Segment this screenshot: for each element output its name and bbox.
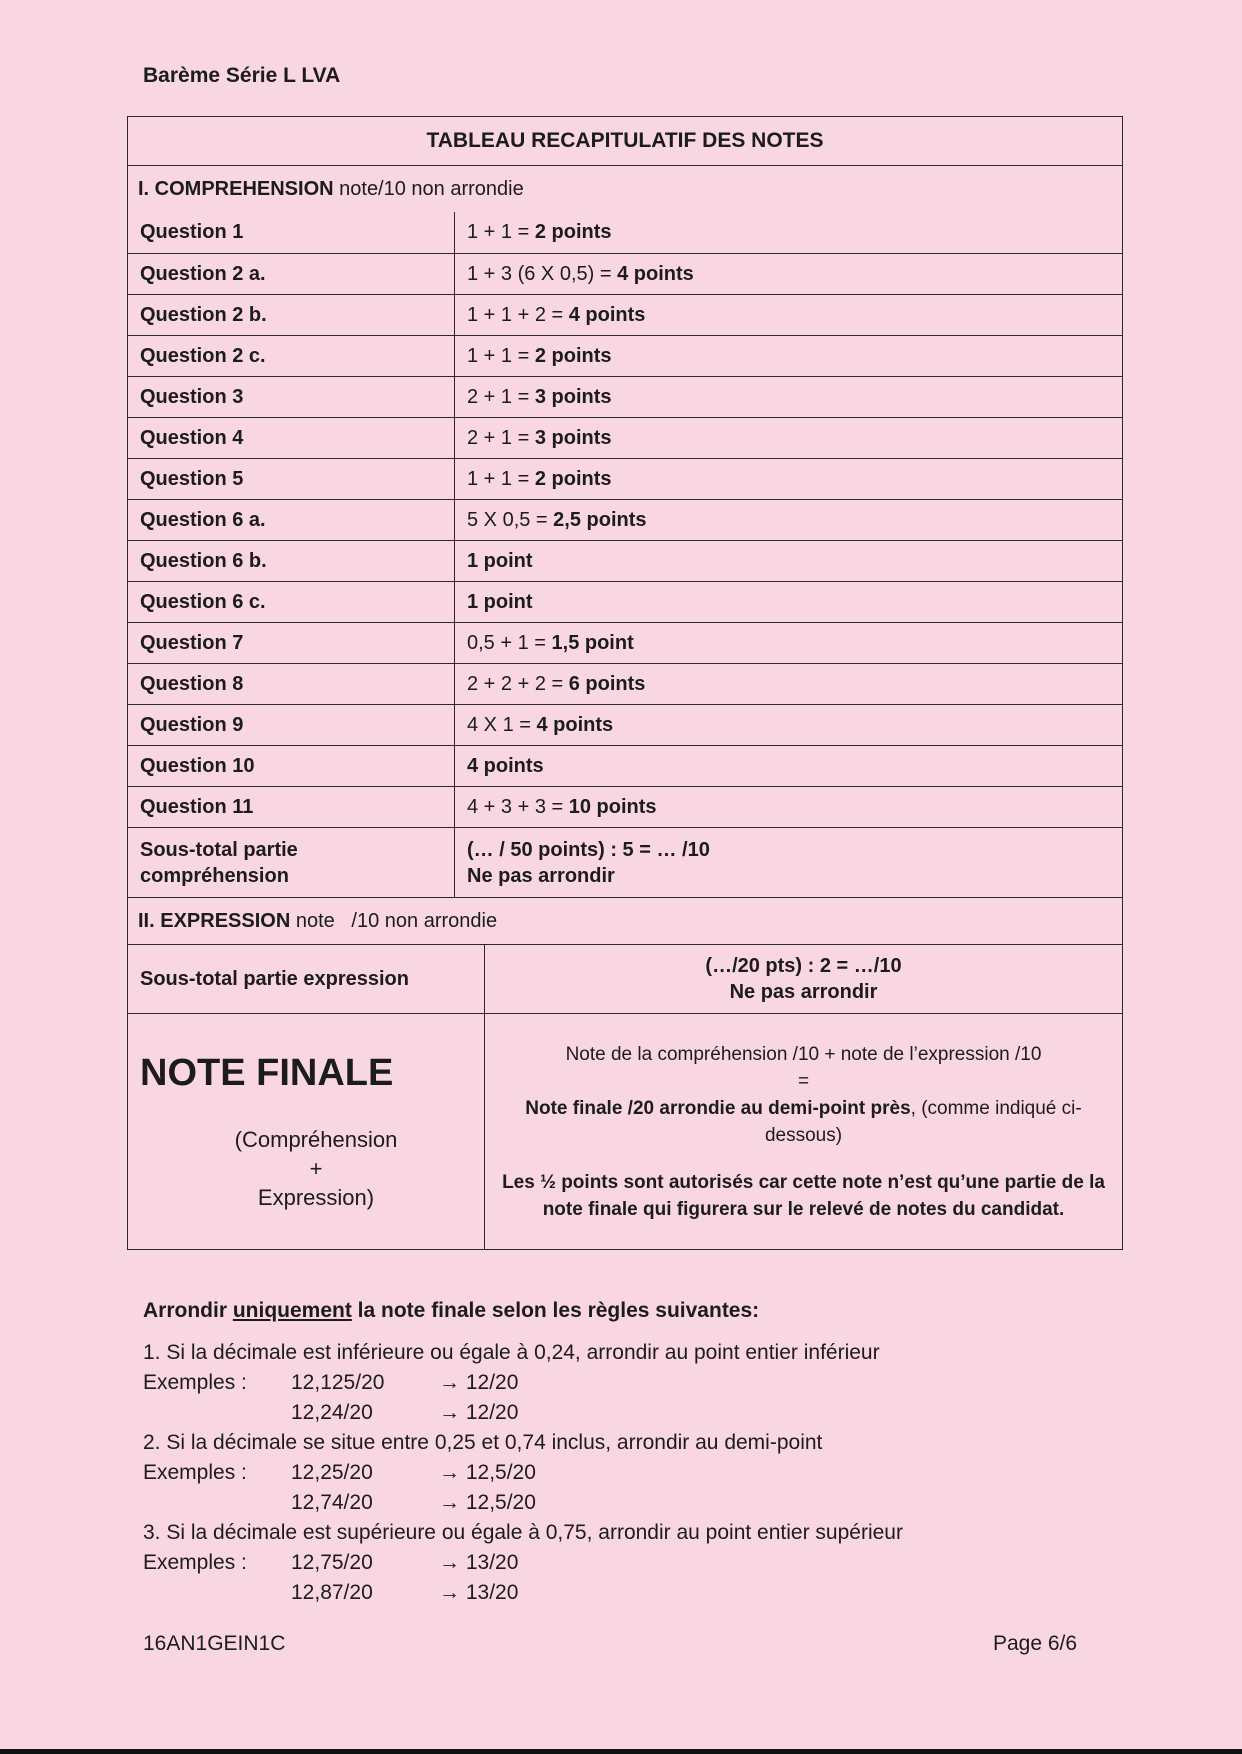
question-row bbox=[128, 253, 1122, 294]
section-expression-header bbox=[128, 897, 1122, 944]
rounding-example bbox=[143, 1458, 1123, 1488]
subtotal-expression-label: Sous-total partie expression bbox=[128, 945, 485, 1013]
rounding-rule-text: 2. Si la décimale se situe entre 0,25 et 0,74 inclus, arrondir au demi-point bbox=[143, 1431, 823, 1454]
rounding-example-label: Exemples : bbox=[143, 1371, 247, 1394]
rounding-example bbox=[143, 1578, 1123, 1608]
rounding-example-to: → 12,5/20 bbox=[439, 1491, 536, 1514]
question-calculation: 1 + 1 = bbox=[467, 344, 535, 367]
subtotal-comprehension-value bbox=[455, 828, 1122, 897]
question-row bbox=[128, 335, 1122, 376]
question-label: Question 2 c. bbox=[128, 336, 455, 376]
question-label: Question 6 a. bbox=[128, 500, 455, 540]
question-row bbox=[128, 663, 1122, 704]
question-points-total: 3 points bbox=[534, 385, 612, 408]
question-points bbox=[455, 705, 1122, 745]
question-row bbox=[128, 622, 1122, 663]
rounding-example-from: 12,87/20 bbox=[291, 1581, 373, 1604]
question-points-total: 6 points bbox=[568, 672, 646, 695]
question-calculation: 2 + 1 = bbox=[467, 385, 535, 408]
question-points bbox=[455, 500, 1122, 540]
question-calculation: 1 + 1 = bbox=[467, 467, 535, 490]
rounding-example-label: Exemples : bbox=[143, 1461, 247, 1484]
rounding-example-label bbox=[143, 1488, 291, 1518]
question-row bbox=[128, 417, 1122, 458]
question-row bbox=[128, 212, 1122, 253]
final-grade-label-cell bbox=[128, 1014, 485, 1249]
subtotal-comprehension-formula: (… / 50 points) : 5 = … /10 bbox=[467, 838, 710, 861]
table-title: TABLEAU RECAPITULATIF DES NOTES bbox=[426, 129, 824, 152]
question-points bbox=[455, 787, 1122, 827]
summary-table bbox=[127, 116, 1123, 1250]
rounding-rules-title-start: Arrondir bbox=[143, 1299, 233, 1322]
document-header-title: Barème Série L LVA bbox=[143, 64, 341, 87]
rounding-example-from: 12,25/20 bbox=[291, 1461, 373, 1484]
rounding-example-to: → 12/20 bbox=[439, 1401, 519, 1424]
question-row bbox=[128, 499, 1122, 540]
question-points bbox=[455, 254, 1122, 294]
question-points-total: 2 points bbox=[534, 221, 612, 243]
question-points bbox=[455, 582, 1122, 622]
rounding-rules bbox=[143, 1296, 1123, 1608]
question-label: Question 2 a. bbox=[128, 254, 455, 294]
rounding-rule-list bbox=[143, 1338, 1123, 1608]
final-grade-rounding-rest: , (comme indiqué ci-dessous) bbox=[764, 1097, 1082, 1146]
question-points bbox=[455, 623, 1122, 663]
question-points-total: 2 points bbox=[534, 344, 612, 367]
question-rows bbox=[128, 212, 1122, 827]
question-label: Question 6 b. bbox=[128, 541, 455, 581]
subtotal-expression-formula: (…/20 pts) : 2 = …/10 bbox=[705, 955, 902, 977]
question-row bbox=[128, 540, 1122, 581]
section-expression-label: II. EXPRESSION bbox=[138, 909, 291, 932]
rounding-example-to: → 12/20 bbox=[439, 1371, 519, 1394]
final-grade-row bbox=[128, 1013, 1122, 1249]
question-points bbox=[455, 746, 1122, 786]
question-label: Question 10 bbox=[128, 746, 455, 786]
subtotal-expression-value bbox=[485, 945, 1122, 1013]
question-points-total: 10 points bbox=[568, 795, 657, 818]
question-points bbox=[455, 212, 1122, 253]
section-comprehension-header bbox=[128, 165, 1122, 212]
rounding-example-to: → 12,5/20 bbox=[439, 1461, 536, 1484]
subtotal-comprehension-label-line2: compréhension bbox=[140, 864, 289, 887]
question-calculation: 1 + 3 (6 X 0,5) = bbox=[467, 262, 618, 285]
question-points-total: 4 points bbox=[467, 754, 544, 777]
question-calculation: 1 + 1 = bbox=[467, 221, 535, 243]
section-expression-note: note /10 non arrondie bbox=[290, 909, 498, 932]
question-points bbox=[455, 377, 1122, 417]
question-calculation: 4 X 1 = bbox=[467, 713, 537, 736]
question-label: Question 11 bbox=[128, 787, 455, 827]
question-points-total: 4 points bbox=[617, 262, 694, 285]
final-grade-paren-line1: (Compréhension bbox=[234, 1126, 398, 1152]
question-points-total: 1 point bbox=[467, 590, 533, 613]
rounding-example bbox=[143, 1488, 1123, 1518]
question-points-total: 4 points bbox=[568, 303, 646, 326]
section-comprehension-label: I. COMPREHENSION bbox=[138, 177, 334, 200]
question-row bbox=[128, 581, 1122, 622]
rounding-example-from: 12,125/20 bbox=[291, 1371, 385, 1394]
question-label: Question 8 bbox=[128, 664, 455, 704]
question-row bbox=[128, 458, 1122, 499]
question-label: Question 1 bbox=[128, 212, 455, 253]
rounding-example-label: Exemples : bbox=[143, 1551, 247, 1574]
question-label: Question 2 b. bbox=[128, 295, 455, 335]
subtotal-comprehension-instruction: Ne pas arrondir bbox=[467, 864, 615, 887]
rounding-example-from: 12,74/20 bbox=[291, 1491, 373, 1514]
question-points bbox=[455, 418, 1122, 458]
subtotal-comprehension-label bbox=[128, 828, 455, 897]
question-points-total: 4 points bbox=[536, 713, 614, 736]
question-points bbox=[455, 295, 1122, 335]
question-points-total: 2 points bbox=[534, 467, 612, 490]
final-grade-paren-line2: + bbox=[309, 1155, 323, 1181]
final-grade-paren-line3: Expression) bbox=[257, 1184, 375, 1210]
rounding-rules-title-end: la note finale selon les règles suivantes: bbox=[351, 1299, 760, 1322]
question-row bbox=[128, 294, 1122, 335]
question-label: Question 3 bbox=[128, 377, 455, 417]
question-points-total: 2,5 points bbox=[553, 508, 647, 531]
rounding-example-to: → 13/20 bbox=[439, 1581, 519, 1604]
page-number: Page 6/6 bbox=[993, 1632, 1078, 1655]
rounding-example-label bbox=[143, 1398, 291, 1428]
subtotal-expression-row bbox=[128, 944, 1122, 1013]
subtotal-expression-instruction: Ne pas arrondir bbox=[729, 981, 878, 1003]
scan-edge-band bbox=[0, 1749, 1242, 1754]
question-calculation: 1 + 1 + 2 = bbox=[467, 303, 569, 326]
rounding-rule-text: 3. Si la décimale est supérieure ou égale à 0,75, arrondir au point entier supérieur bbox=[143, 1521, 903, 1544]
rounding-example-label bbox=[143, 1578, 291, 1608]
final-grade-description-cell bbox=[485, 1014, 1122, 1249]
question-points-total: 1,5 point bbox=[551, 631, 634, 654]
rounding-example bbox=[143, 1368, 1123, 1398]
question-points bbox=[455, 336, 1122, 376]
final-grade-rounding-bold: Note finale /20 arrondie au demi-point près bbox=[525, 1097, 911, 1119]
question-calculation: 2 + 1 = bbox=[467, 426, 535, 449]
rounding-example-from: 12,75/20 bbox=[291, 1551, 373, 1574]
rounding-rules-title-emphasis: uniquement bbox=[232, 1299, 352, 1322]
rounding-example-from: 12,24/20 bbox=[291, 1401, 373, 1424]
question-calculation: 2 + 2 + 2 = bbox=[467, 672, 569, 695]
question-row bbox=[128, 745, 1122, 786]
final-grade-half-points-note: Les ½ points sont autorisés car cette note n’est qu’une partie de la note finale qui figurera sur le relevé de notes du candidat. bbox=[502, 1171, 1105, 1220]
final-grade-formula: Note de la compréhension /10 + note de l’expression /10 bbox=[565, 1043, 1042, 1065]
question-points bbox=[455, 664, 1122, 704]
document-code: 16AN1GEIN1C bbox=[143, 1632, 286, 1655]
rounding-example-to: → 13/20 bbox=[439, 1551, 519, 1574]
question-calculation: 4 + 3 + 3 = bbox=[467, 795, 569, 818]
question-points bbox=[455, 459, 1122, 499]
question-calculation: 0,5 + 1 = bbox=[467, 631, 552, 654]
question-row bbox=[128, 786, 1122, 827]
final-grade-title: NOTE FINALE bbox=[140, 1051, 394, 1094]
question-calculation: 5 X 0,5 = bbox=[467, 508, 554, 531]
final-grade-rounding-text bbox=[501, 1095, 1106, 1149]
section-comprehension-note: note/10 non arrondie bbox=[333, 177, 524, 200]
question-points bbox=[455, 541, 1122, 581]
question-label: Question 4 bbox=[128, 418, 455, 458]
subtotal-comprehension-row bbox=[128, 827, 1122, 897]
question-points-total: 1 point bbox=[467, 549, 533, 572]
rounding-rules-title bbox=[143, 1296, 1123, 1326]
question-label: Question 9 bbox=[128, 705, 455, 745]
rounding-example bbox=[143, 1548, 1123, 1578]
question-label: Question 5 bbox=[128, 459, 455, 499]
question-row bbox=[128, 704, 1122, 745]
final-grade-equals: = bbox=[797, 1070, 810, 1092]
question-label: Question 6 c. bbox=[128, 582, 455, 622]
rounding-example bbox=[143, 1398, 1123, 1428]
question-points-total: 3 points bbox=[534, 426, 612, 449]
question-row bbox=[128, 376, 1122, 417]
rounding-rule-text: 1. Si la décimale est inférieure ou égale à 0,24, arrondir au point entier inférieur bbox=[143, 1341, 880, 1364]
subtotal-comprehension-label-line1: Sous-total partie bbox=[140, 838, 298, 861]
question-label: Question 7 bbox=[128, 623, 455, 663]
